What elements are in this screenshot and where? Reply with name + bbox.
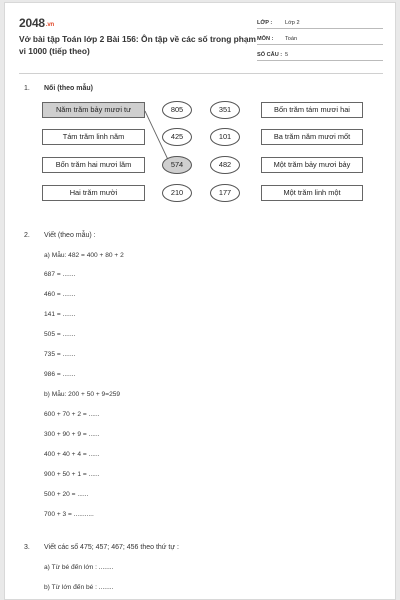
q2-b-item[interactable]: 700 + 3 = ...........	[44, 511, 94, 518]
q2-b-item[interactable]: 400 + 40 + 4 = ......	[44, 451, 100, 458]
q1-right-box[interactable]: Ba trăm năm mươi mốt	[261, 129, 363, 145]
q2-a-item[interactable]: 986 = .......	[44, 371, 76, 378]
q3-title: Viết các số 475; 457; 467; 456 theo thứ tự :	[44, 544, 179, 551]
q1-left-box[interactable]: Tám trăm linh năm	[42, 129, 145, 145]
q1-number-oval[interactable]: 210	[162, 184, 192, 202]
q2-b-item[interactable]: 300 + 90 + 9 = ......	[44, 431, 100, 438]
meta-value: 5	[285, 52, 289, 58]
q1-left-box[interactable]: Bốn trăm hai mươi lăm	[42, 157, 145, 173]
q2-b-item[interactable]: 600 + 70 + 2 = ......	[44, 411, 100, 418]
q2-a-item[interactable]: 735 = .......	[44, 351, 76, 358]
meta-class	[257, 17, 383, 29]
meta-key: SỐ CÂU :	[257, 52, 283, 58]
q2-b-item[interactable]: 900 + 50 + 1 = ......	[44, 471, 100, 478]
q2-a-item[interactable]: 505 = .......	[44, 331, 76, 338]
header	[5, 3, 397, 73]
page-title: Vở bài tập Toán lớp 2 Bài 156: Ôn tập về các số trong phạm vi 1000 (tiếp theo)	[19, 34, 256, 56]
q2-a-item[interactable]: 141 = .......	[44, 311, 76, 318]
q2-b-sample: b) Mẫu: 200 + 50 + 9=259	[44, 391, 121, 398]
q1-right-box[interactable]: Một trăm bảy mươi bảy	[261, 157, 363, 173]
q3-item[interactable]: b) Từ lớn đến bé : ........	[44, 584, 114, 591]
q1-number-oval[interactable]: 177	[210, 184, 240, 202]
header-divider	[19, 73, 383, 74]
meta-question-count	[257, 49, 383, 61]
q1-number: 1.	[24, 85, 30, 92]
q2-b-item[interactable]: 500 + 20 = ......	[44, 491, 89, 498]
q1-right-box[interactable]: Bốn trăm tám mươi hai	[261, 102, 363, 118]
q2-number: 2.	[24, 232, 30, 239]
q2-a-item[interactable]: 687 = .......	[44, 271, 76, 278]
q1-number-oval[interactable]: 805	[162, 101, 192, 119]
q3-number: 3.	[24, 544, 30, 551]
q3-item[interactable]: a) Từ bé đến lớn : ........	[44, 564, 114, 571]
meta-value: Toán	[285, 36, 298, 42]
meta-value: Lớp 2	[285, 20, 300, 26]
q1-title: Nối (theo mẫu)	[44, 85, 93, 92]
q1-right-box[interactable]: Một trăm linh một	[261, 185, 363, 201]
q1-number-oval[interactable]: 351	[210, 101, 240, 119]
meta-key: MÔN :	[257, 36, 274, 42]
q1-number-oval[interactable]: 482	[210, 156, 240, 174]
logo-suffix: .vn	[45, 22, 54, 28]
q2-a-sample: a) Mẫu: 482 = 400 + 80 + 2	[44, 252, 124, 259]
q2-a-item[interactable]: 460 = .......	[44, 291, 76, 298]
meta-key: LỚP :	[257, 20, 273, 26]
q1-number-oval[interactable]: 574	[162, 156, 192, 174]
q1-number-oval[interactable]: 425	[162, 128, 192, 146]
logo[interactable]	[19, 16, 54, 30]
logo-text: 2048	[19, 16, 45, 30]
meta-subject	[257, 33, 383, 45]
q1-left-box[interactable]: Hai trăm mười	[42, 185, 145, 201]
q1-left-box[interactable]: Năm trăm bảy mươi tư	[42, 102, 145, 118]
q1-number-oval[interactable]: 101	[210, 128, 240, 146]
worksheet-page	[4, 2, 396, 600]
q2-title: Viết (theo mẫu) :	[44, 232, 96, 239]
